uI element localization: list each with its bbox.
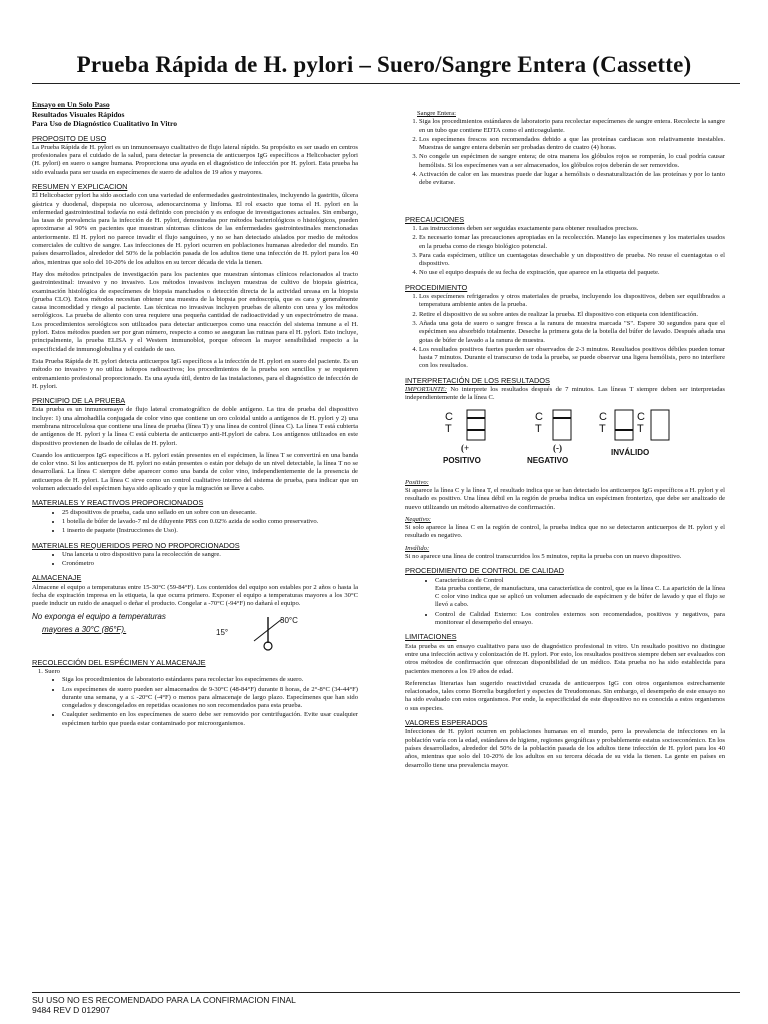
positivo-text-2: Una línea débil en la región de prueba indica un espécimen fronterizo, que debe ser analizado de nuevo utilizando un método alternativo de confirmación. <box>405 495 725 511</box>
invalid-cassette-2 <box>643 409 677 441</box>
control-text: Esta prueba contiene, de manufactura, una característica de control, que es la línea C. La aparición de la línea C color vino indica que se aplicó un volumen adecuado de espécimen y de búfer de lavado y que el flujo se llevó a cabo. <box>435 584 725 609</box>
list-item: 4. No use el equipo después de su fecha de expiración, que aparece en la etiqueta del paquete. <box>419 269 725 277</box>
t-label: T <box>637 422 644 435</box>
list-item: 1. Siga los procedimientos estándares de laboratorio para recolectar especímenes de sangre entera. Recolecte la sangre en un tubo que contiene EDTA como el anticoagulante. <box>419 118 725 135</box>
invalid-cassette-1 <box>607 409 641 441</box>
list-item: 1. Los especímenes refrigerados y otros materiales de prueba, incluyendo los dispositivos, deben ser equilibrados a temperatura ambiente antes de la prueba. <box>419 293 725 310</box>
left-column <box>32 100 358 731</box>
resumen-p3: Esta Prueba Rápida de H. pylori detecta anticuerpos IgG específicos a la infección de H. pylori en suero del paciente. Es un método no invasivo y no utiliza isótopos radioactivos; los procedimientos de la prueba son sencillos y se requieren entrenamiento profesional proporcionado. Es una ayuda útil, dentro de las instalaciones, para el diagnóstico de infección de H. pylori. <box>32 357 358 390</box>
materiales-list <box>32 509 358 536</box>
procedimiento-list <box>405 293 725 371</box>
almacenaje-text: Almacene el equipo a temperaturas entre 15-30°C (59-84°F). Los contenidos del equipo son estables por 2 años o hasta la fecha de expiración impresa en la etiqueta, la que ocurra primero. Exponer el equipo a temperaturas mayores a los 30°C puede inducir un ruido de anaquel o deñar el producto. Congelar a -70°C (-94°F) no dañará el equipo. <box>32 583 358 608</box>
c-label: C <box>445 410 453 423</box>
list-item: • Los especímenes de suero pueden ser almacenados de 9-30°C (48-84°F) durante 8 horas, de 2°-8°C (34-44°F) durante una semana, y a ≤ -20°C (-4°F) o menos para almacenaje de largo plazo. Especímenes que han sido congelados y descongelados en repetidas ocasiones no son recomendados para esta prueba. <box>62 686 358 711</box>
important-note <box>405 386 725 403</box>
list-item: 4. Los resultados positivos fuertes pueden ser observados de 2-3 minutos. Resultados positivos débiles pueden tomar hasta 7 minutos. Durante el transcurso de toda la prueba, se puede observar una ligera hemólisis, pero no interfiere con los resultados. <box>419 346 725 371</box>
temp-note-1: No exponga el equipo a temperaturas <box>32 611 166 621</box>
section-valores-heading: VALORES ESPERADOS <box>405 718 488 728</box>
negativo-text: Si solo aparece la línea C en la región de control, la prueba indica que no se detectaron anticuerpos de H. pylori y el resultado es negativo. <box>405 524 725 540</box>
right-column <box>405 110 725 774</box>
recoleccion-list <box>32 676 358 728</box>
list-item: • Cronómetro <box>62 560 358 568</box>
list-item: 4. Activación de calor en las muestras puede dar lugar a hemólisis o desnaturalización de las proteínas y por lo tanto debe evitarse. <box>419 171 725 188</box>
t-label: T <box>599 422 606 435</box>
section-procedimiento-heading: PROCEDIMIENTO <box>405 282 468 292</box>
section-requeridos-heading: MATERIALES REQUERIDOS PERO NO PROPORCIONADOS <box>32 540 240 550</box>
list-item: • Una lanceta u otro dispositivo para la recolección de sangre. <box>62 551 358 559</box>
footer-line-2: 9484 REV D 012907 <box>32 1004 110 1015</box>
invalido-label: INVÁLIDO <box>611 447 650 457</box>
list-item: 1. Las instrucciones deben ser seguidas exactamente para obtener resultados precisos. <box>419 225 725 233</box>
section-materiales-heading: MATERIALES Y REACTIVOS PROPORCIONADOS <box>32 498 204 508</box>
invalido-text: Si no aparece una línea de control transcurridos los 5 minutos, repita la prueba con un nuevo dispositivo. <box>405 552 682 560</box>
principio-p1: Esta prueba es un inmunoensayo de flujo lateral cromatográfico de doble antígeno. La tira de prueba del dispositivo incluye: 1) una almohadilla conjugada de color vino que contiene un oro coloidal unido a antígenos de H. pylori y 2) una membrana nitrocelulosa que contiene una línea de prueba (línea T) y una línea de control (línea C). La línea T está cubierta de antígenos de H. pylori y la línea C está cubierta de anticuerpo anti-H.pylori de cabra. Los antígenos utilizados en este dispositivo provienen de lisado de células de H. pylori. <box>32 406 358 447</box>
results-diagram <box>405 407 725 479</box>
section-precauciones-heading: PRECAUCIONES <box>405 214 465 224</box>
section-limitaciones-heading: LIMITACIONES <box>405 632 457 642</box>
footer-rule <box>32 992 740 993</box>
heading-ensayo: Ensayo en Un Solo Paso <box>32 100 110 109</box>
sangre-heading: Sangre Entera: <box>417 110 456 117</box>
invalido-heading: Inválido: <box>405 544 430 552</box>
list-item: 3. Para cada espécimen, utilice un cuentagotas desechable y un dispositivo de prueba. No reuse el cuentagotas o el dispositivo. <box>419 252 725 269</box>
list-item: • 1 inserto de paquete (Instrucciones de Uso). <box>62 527 358 535</box>
list-item: 3. Añada una gota de suero o sangre fresca a la ranura de muestra marcada "S". Espere 30 segundos para que el espécimen sea absorbido totalmente. Deseche la primera gota de la botella del búfer de lavado. Después añada una gotas de búfer de lavado a la ranura de muestra. <box>419 320 725 345</box>
list-item: • Control de Calidad Externo: Los controles externos son recomendados, positivos y negativos, para monitorear el desempeño del ensayo. <box>435 611 725 628</box>
requeridos-list <box>32 551 358 569</box>
important-label: IMPORTANTE: <box>405 386 447 394</box>
precauciones-list <box>405 225 725 278</box>
footer-line-1: SU USO NO ES RECOMENDADO PARA LA CONFIRMACION FINAL <box>32 995 296 1005</box>
control-item-1: Características de Control <box>435 576 504 584</box>
c-label: C <box>535 410 543 423</box>
section-resumen-heading: RESUMEN Y EXPLICACION <box>32 181 128 191</box>
section-interpretacion-heading: INTERPRETACIÓN DE LOS RESULTADOS <box>405 375 550 385</box>
temp-note-2: mayores a 30°C (86°F). <box>42 624 127 634</box>
title-rule-bottom <box>32 83 740 84</box>
sangre-list <box>405 118 725 187</box>
heading-uso: Para Uso de Diagnóstico Cualitativo In Vitro <box>32 119 177 128</box>
temp-low-label: 15° <box>216 627 229 637</box>
list-item: • Siga los procedimientos de laboratorio estándares para recolectar los especímenes de suero. <box>62 676 358 684</box>
important-text: No interprete los resultados después de 7 minutos. Las líneas T siempre deben ser interpretadas independientemente de la línea C. <box>405 386 725 402</box>
suero-subheading: 1. Suero <box>38 667 60 675</box>
resumen-p2: Hay dos métodos principales de investigación para los pacientes que muestran síntomas clínicos relacionados al tracto gastrointestinal: invasivo y no invasivo. Los métodos invasivos incluyen muestras de cultivo de biopsia gástrica, examinación histológica de especímenes de biopsia manchados o detección directa de la actividad ureasa en la biopsia (prueba CLO). Estos métodos necesitan obtener una muestra de la biopsia por endoscopía, que es cara y generalmente causa incomodidad y riesgo al paciente. Las técnicas no invasivas incluyen pruebas de aliento con urea y los métodos serológicos. La prueba de aliento con urea requiere una pequeña cantidad de radioactividad y un espectrómetro de masa. Los procedimientos serológicos son utilizados para detectar anticuerpos como una reacción del sistema inmune a el H. pylori. Estos métodos pueden ser por gran número, respecto a como se aseguran las rutinas para el H. pylori. Esto incluye, principalmente, la prueba ELISA y el Western immunoblot, porque ofrecen la mayor sensibilidad respecto a la especificidad de inmunoglobulina y el cuidado de uso. <box>32 270 358 353</box>
t-label: T <box>445 422 452 435</box>
list-item: 2. Es necesario tomar las precauciones apropiadas en la recolección. Manejo las especímenes y los materiales usados en la prueba como de riesgo biológico potencial. <box>419 234 725 251</box>
list-item <box>435 577 725 610</box>
negativo-label: NEGATIVO <box>527 455 569 465</box>
list-item: 2. Los especímenes frescos son recomendados debido a que las proteínas cardiacas son relativamente inestables. Muestras de sangre entera deberán ser probadas dentro de cuatro (4) horas. <box>419 136 725 153</box>
section-recoleccion-heading: RECOLECCIÓN DEL ESPÉCIMEN Y ALMACENAJE <box>32 657 206 667</box>
negativo-heading: Negativo: <box>405 515 432 523</box>
pos-symbol: (+ <box>461 442 470 453</box>
left-headings <box>32 100 358 129</box>
positivo-heading: Positivo: <box>405 478 429 486</box>
limitaciones-p1: Esta prueba es un ensayo cualitativo para uso de diagnóstico profesional in vitro. Un resultado positivo no distingue entre una infección activa y colonización de H. pylori. Por esto, los resultados positivos siempre deben ser evaluados con otros métodos de confirmación que ofrezcan disponibilidad de un médico. Esta prueba no ha sido establecida para pacientes menores a los 19 años de edad. <box>405 642 725 675</box>
control-list <box>405 577 725 628</box>
positivo-label: POSITIVO <box>443 455 481 465</box>
section-almacenaje-heading: ALMACENAJE <box>32 573 82 583</box>
positivo-text <box>405 487 725 512</box>
c-label: C <box>599 410 607 423</box>
neg-symbol: (-) <box>553 442 562 453</box>
footer <box>32 996 296 1015</box>
proposito-text: La Prueba Rápida de H. pylori es un inmunoensayo cualitativo de flujo lateral rápido. Su propósito es ser usado en centros profesionales para el cuidado de la salud, para detectar la presencia de anticuerpos IgG específicos a Helicobacter pylori (H. pylori) en suero o sangre humana. Proporciona una ayuda en el diagnóstico de infección por H. pylori. Esta prueba ha sido evaluada para ser usada en especímenes de suero de adultos de 19 años y mayores. <box>32 143 358 176</box>
positivo-text-1: Si aparece la línea C y la línea T, el resultado indica que se han detectado los anticuerpos IgG específicos a H. pylori y el resultado es positivo. <box>405 486 725 503</box>
section-principio-heading: PRINCIPIO DE LA PRUEBA <box>32 396 126 406</box>
limitaciones-p2: Referencias literarias han sugerido reactividad cruzada de anticuerpos IgG con otros organismos estrechamente relacionados, tales como Borrelia burgdorferi y especies de Treudomonas. Sin embargo, el desempeño de este ensayo no ha sido evaluado con estos organismos. Por ende, la especificidad de este dispositivo no es conocida a estos organismos o sus especies. <box>405 679 725 712</box>
principio-p2: Cuando los anticuerpos IgG específicos a H. pylori están presentes en el espécimen, la línea T se convertirá en una banda de color vino. Si los anticuerpos de H. pylori no están presentes o están por debajo de un nivel detectable, la línea T no se desarrollará. La línea C siempre debe aparecer como una banda de color vino, independientemente de la presencia de anticuerpos de H. pylori. La línea C sirve como un control cualitativo interno del sistema de prueba, para indicar que un volumen adecuado del espécimen haya sido aplicado y que la migración se lleve a cabo. <box>32 451 358 493</box>
temperature-graphic <box>32 613 358 653</box>
list-item: 3. No congele un espécimen de sangre entera; de otra manera los glóbulos rojos se romperán, lo cual podría causar hemólisis. Si los especímenes van a ser almacenados, los glóbulos rojos deberán de ser removidos. <box>419 153 725 170</box>
list-item: • Cualquier sedimento en los especímenes de suero debe ser removido por centrifugación. Evite usar cualquier espécimen turbio que pueda estar contaminado por microorganismos. <box>62 711 358 728</box>
list-item: 2. Retire el dispositivo de su sobre antes de realizar la prueba. El dispositivo con etiqueta con identificación. <box>419 311 725 319</box>
valores-text: Infecciones de H. pylori ocurren en poblaciones humanas en el mundo, pero la prevalencia de infecciones en la población varía con la edad, estándares de higiene, regiones geográficas y probablemente estatus socioeconómico. En los países desarrollados, alrededor del 50% de la población pasada de los adultos tiene infección de H. pylori para los 40 años, mientras que solo del 10-20% de los adultos en su tercera década de su vida la tienen. La gente en países en desarrollo tiene una prevalencia mayor. <box>405 728 725 769</box>
temp-high-label: 30°C <box>280 615 298 625</box>
section-control-heading: PROCEDIMIENTO DE CONTROL DE CALIDAD <box>405 566 564 576</box>
section-proposito-heading: PROPOSITO DE USO <box>32 133 107 143</box>
negative-cassette <box>545 409 579 441</box>
resumen-p1: El Helicobacter pylori ha sido asociado con una variedad de enfermedades gastrointestinales, incluyendo la gastritis, úlcera gástrica y duodenal, dispepsia no ulcerosa, adenocarcinoma y linfoma. El rol exacto que toma el H. pylori en la enfermedad gastrointestinal todavía no está definido con precisión y es enfoque de investigaciones actuales. Sin embargo, las tasas de prevalencia para la infección de H. pylori, demostradas por métodos bacteriológicos o histológicos, pueden aproximarse al 90% en pacientes que muestran síntomas clínicos de las enfermedades gastrointestinales mencionadas anteriormente. El H. pylori no parece invadir el flujo sanguíneo, y no se han detectado aislados por medio de métodos comerciales de cultivo de sangre. Las infecciones de H. pylori ocurren en poblaciones humanas alrededor del mundo. En países desarrollados, alrededor del 50% de la población pasada de los adultos tiene una infección de H. pylori para los 40 años, mientras que solo del 10-20% de los adultos en su tercer década de vida la tienen. <box>32 192 358 266</box>
c-label: C <box>637 410 645 423</box>
document-title: Prueba Rápida de H. pylori – Suero/Sangre Entera (Cassette) <box>76 52 692 77</box>
heading-resultados: Resultados Visuales Rápidos <box>32 109 125 119</box>
positive-cassette <box>459 409 493 441</box>
pos-letters <box>445 411 457 435</box>
list-item: • 25 dispositivos de prueba, cada uno sellado en un sobre con un desecante. <box>62 509 358 517</box>
t-label: T <box>535 422 542 435</box>
list-item: • 1 botella de búfer de lavado-7 ml de diluyente PBS con 0.02% azida de sodio como preservativo. <box>62 518 358 526</box>
